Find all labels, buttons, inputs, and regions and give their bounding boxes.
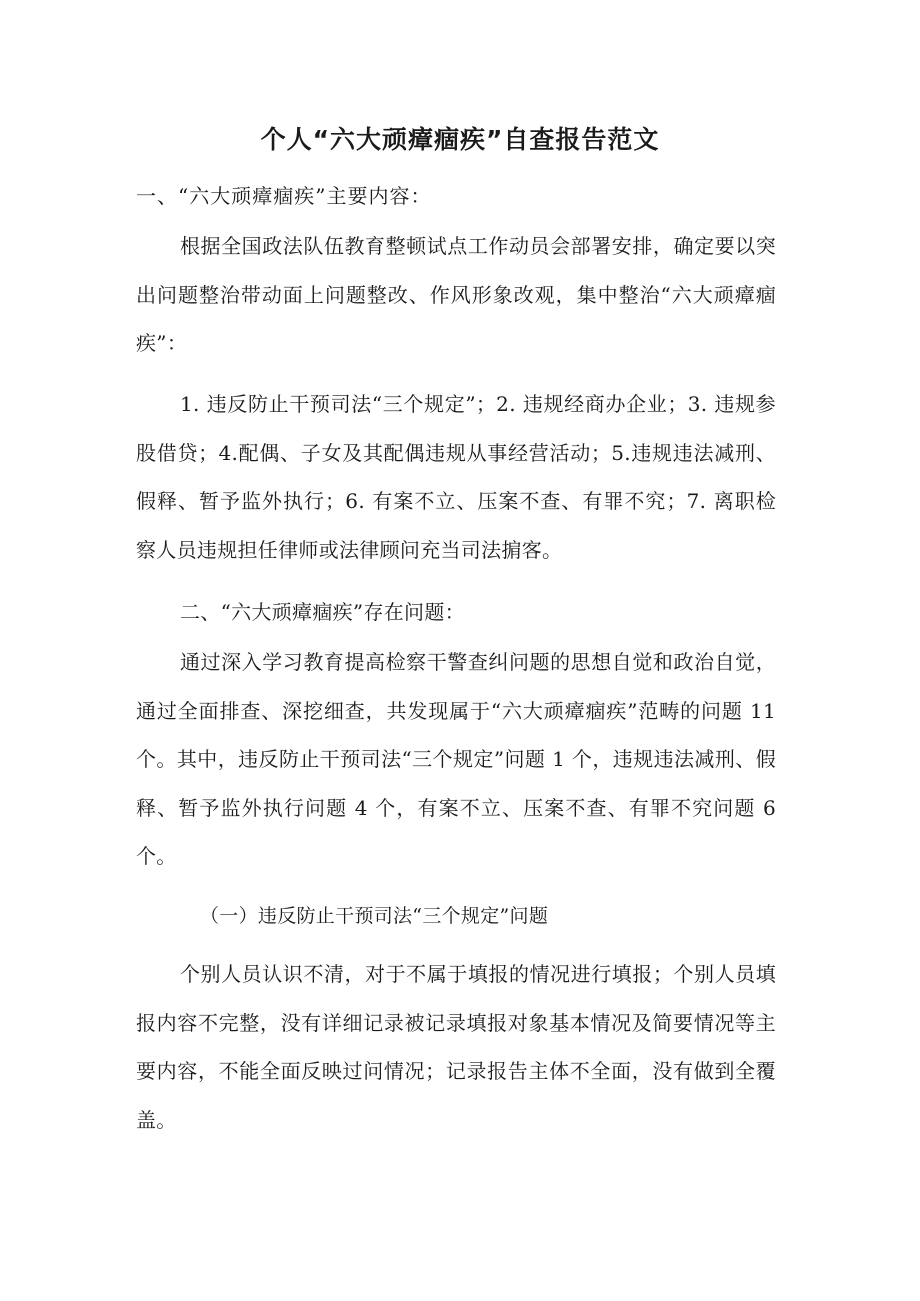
subsection-1-paragraph-1: 个别人员认识不清，对于不属于填报的情况进行填报；个别人员填报内容不完整，没有详细记录被记录填报对象基本情况及简要情况等主要内容，不能全面反映过问情况；记录报告主体不全面，没有做到全覆盖。 [136,962,776,1132]
section-2-paragraph-1: 通过深入学习教育提高检察干警查纠问题的思想自觉和政治自觉，通过全面排查、深挖细查，共发现属于“六大顽瘴痼疾”范畴的问题 11 个。其中，违反防止干预司法“三个规定”问题 1 个，违规违法减刑、假释、暂予监外执行问题 4 个，有案不立、压案不查、有罪不究问题 6 个。 [136,650,776,868]
document-title: 个人“六大顽瘴痼疾”自查报告范文 [260,125,660,154]
section-2-heading: 二、“六大顽瘴痼疾”存在问题： [180,600,465,624]
section-1-paragraph-1: 根据全国政法队伍教育整顿试点工作动员会部署安排，确定要以突出问题整治带动面上问题整改、作风形象改观，集中整治“六大顽瘴痼疾”： [136,234,776,355]
section-1-heading: 一、“六大顽瘴痼疾”主要内容： [136,184,432,208]
section-1-paragraph-2: 1. 违反防止干预司法“三个规定”；2. 违规经商办企业；3. 违规参股借贷；4.配偶、子女及其配偶违规从事经营活动；5.违规违法减刑、假释、暂予监外执行；6. 有案不立、压案不查、有罪不究；7. 离职检察人员违规担任律师或法律顾问充当司法掮客。 [136,392,776,562]
subsection-1-heading: （一）违反防止干预司法“三个规定”问题 [200,905,549,927]
